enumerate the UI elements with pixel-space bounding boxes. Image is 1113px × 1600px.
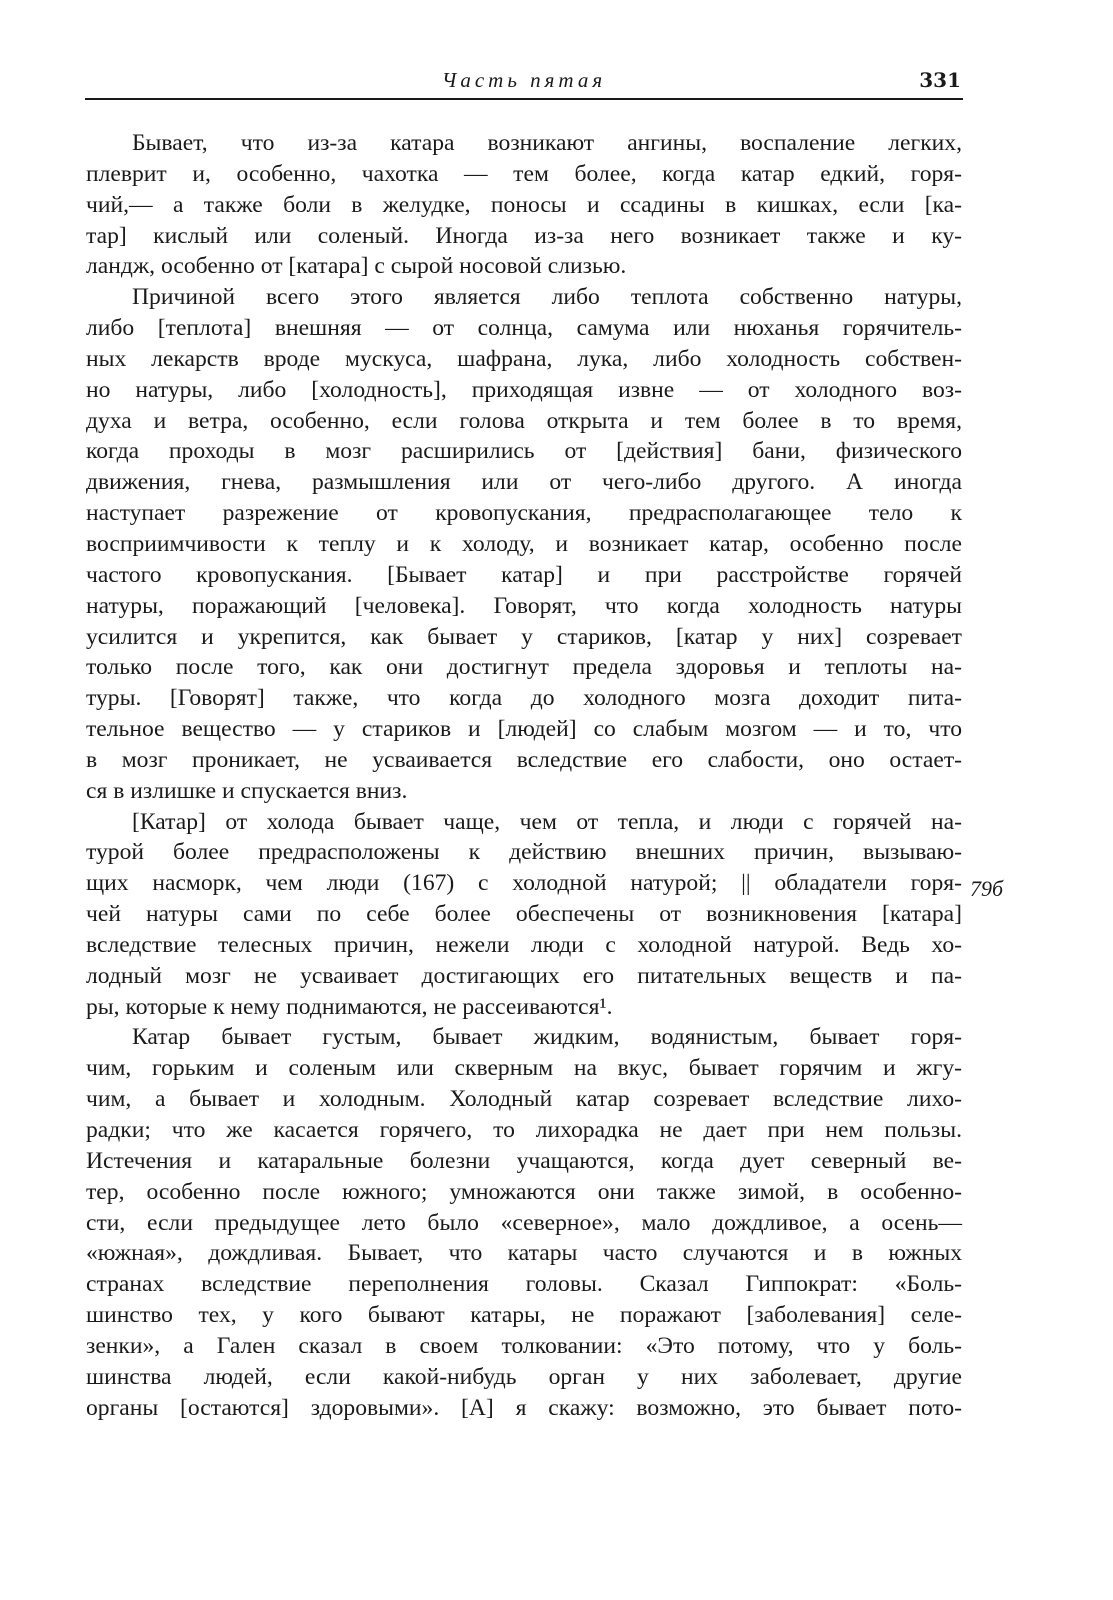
text-line: чим, а бывает и холодным. Холодный катар созревает вследствие лихо-	[86, 1086, 962, 1113]
text-line: духа и ветра, особенно, если голова открыта и тем более в то время,	[86, 407, 962, 434]
text-line: когда проходы в мозг расширились от [действия] бани, физического	[86, 438, 962, 465]
running-title: Часть пятая	[441, 68, 607, 92]
text-line: [Катар] от холода бывает чаще, чем от тепла, и люди с горячей на-	[132, 808, 962, 835]
text-line: турой более предрасположены к действию внешних причин, вызываю-	[86, 839, 962, 866]
text-line: только после того, как они достигнут предела здоровья и теплоты на-	[86, 654, 962, 681]
text-line: лодный мозг не усваивает достигающих его питательных веществ и па-	[86, 962, 962, 989]
text-line: плеврит и, особенно, чахотка — тем более, когда катар едкий, горя-	[86, 160, 962, 187]
running-header	[85, 62, 963, 100]
text-line: Истечения и катаральные болезни учащаются, когда дует северный ве-	[86, 1147, 962, 1174]
text-line: чий,— а также боли в желудке, поносы и ссадины в кишках, если [ка-	[86, 191, 962, 218]
text-line: наступает разрежение от кровопускания, предрасполагающее тело к	[86, 500, 962, 527]
text-line: тер, особенно после южного; умножаются они также зимой, в особенно-	[86, 1178, 962, 1205]
text-line: Катар бывает густым, бывает жидким, водянистым, бывает горя-	[132, 1024, 962, 1051]
page-number: 331	[919, 68, 961, 92]
text-line: зенки», а Гален сказал в своем толковании: «Это потому, что у боль-	[86, 1332, 962, 1359]
text-line: усилится и укрепится, как бывает у стариков, [катар у них] созревает	[86, 623, 962, 650]
text-line: Причиной всего этого является либо теплота собственно натуры,	[132, 284, 962, 311]
text-line: тар] кислый или соленый. Иногда из-за него возникает также и ку-	[86, 222, 962, 249]
text-line: чей натуры сами по себе более обеспечены от возникновения [катара]	[86, 901, 962, 928]
text-line: движения, гнева, размышления или от чего-либо другого. А иногда	[86, 469, 962, 496]
text-line: туры. [Говорят] также, что когда до холодного мозга доходит пита-	[86, 685, 962, 712]
text-line: чим, горьким и соленым или скверным на вкус, бывает горячим и жгу-	[86, 1055, 962, 1082]
text-line: ландж, особенно от [катара] с сырой носовой слизью.	[86, 253, 627, 280]
text-line: ры, которые к нему поднимаются, не рассеиваются¹.	[86, 993, 613, 1020]
text-line: ных лекарств вроде мускуса, шафрана, лука, либо холодность собствен-	[86, 345, 962, 372]
text-line: частого кровопускания. [Бывает катар] и при расстройстве горячей	[86, 561, 962, 588]
text-line: шинство тех, у кого бывают катары, не поражают [заболевания] селе-	[86, 1302, 962, 1329]
text-line: радки; что же касается горячего, то лихорадка не дает при нем пользы.	[86, 1117, 962, 1143]
margin-folio-note: 79б	[970, 876, 1004, 901]
text-line: Бывает, что из-за катара возникают ангины, воспаление легких,	[132, 130, 962, 156]
text-line: щих насморк, чем люди (167) с холодной натурой; || обладатели горя-	[86, 870, 962, 897]
text-line: шинства людей, если какой-нибудь орган у них заболевает, другие	[86, 1363, 962, 1390]
body-text	[86, 128, 962, 1423]
text-line: но натуры, либо [холодность], приходящая извне — от холодного воз-	[86, 376, 962, 403]
text-line: либо [теплота] внешняя — от солнца, самума или нюханья горячитель-	[86, 315, 962, 342]
text-line: ся в излишке и спускается вниз.	[86, 777, 408, 804]
text-line: натуры, поражающий [человека]. Говорят, что когда холодность натуры	[86, 592, 962, 619]
text-line: вследствие телесных причин, нежели люди с холодной натурой. Ведь хо-	[86, 931, 962, 958]
text-line: странах вследствие переполнения головы. Сказал Гиппократ: «Боль-	[86, 1271, 962, 1298]
text-line: в мозг проникает, не усваивается вследствие его слабости, оно остает-	[86, 746, 962, 773]
text-line: тельное вещество — у стариков и [людей] со слабым мозгом — и то, что	[86, 716, 962, 743]
text-line: органы [остаются] здоровыми». [А] я скажу: возможно, это бывает пото-	[86, 1394, 962, 1421]
text-line: восприимчивости к теплу и к холоду, и возникает катар, особенно после	[86, 530, 962, 557]
text-line: сти, если предыдущее лето было «северное», мало дождливое, а осень—	[86, 1209, 962, 1236]
text-line: «южная», дождливая. Бывает, что катары часто случаются и в южных	[86, 1240, 962, 1267]
